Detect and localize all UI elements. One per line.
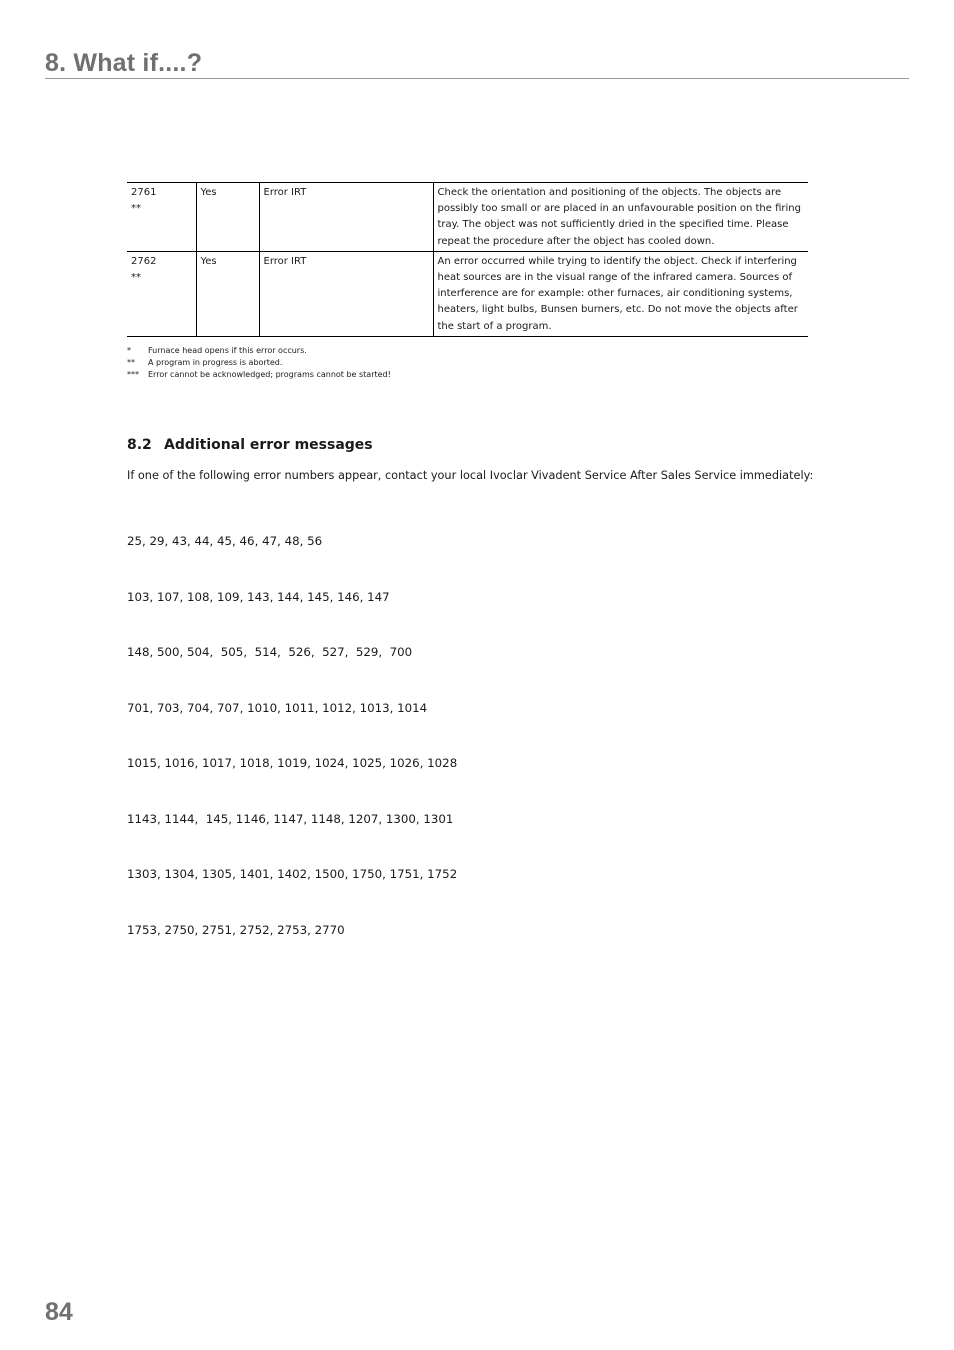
- footnote-text: Furnace head opens if this error occurs.: [148, 346, 307, 355]
- remedy-cell: An error occurred while trying to identify the object. Check if interfering heat sources are in the visual range of the infrared camera. Sources of interference are for example: other furnaces, air conditioning systems, heaters, light bulbs, Bunsen burners, etc. Do not move the objects after the start of a program.: [433, 251, 808, 336]
- section-heading: [127, 437, 373, 453]
- code-line: 1143, 1144, 145, 1146, 1147, 1148, 1207, 1300, 1301: [127, 811, 454, 826]
- page-number: 84: [45, 1298, 73, 1326]
- chapter-title: 8. What if....?: [45, 49, 203, 77]
- section-intro: If one of the following error numbers appear, contact your local Ivoclar Vivadent Service After Sales Service immediately:: [127, 469, 814, 482]
- error-name-cell: Error IRT: [259, 251, 433, 336]
- remedy-cell: Check the orientation and positioning of the objects. The objects are possibly too small or are placed in an unfavourable position on the firing tray. The object was not sufficiently dried in the specified time. Please repeat the procedure after the object has cooled down.: [433, 183, 808, 252]
- code-line: 103, 107, 108, 109, 143, 144, 145, 146, 147: [127, 589, 390, 604]
- footnotes: [127, 345, 391, 381]
- acknowledgeable-cell: Yes: [196, 251, 259, 336]
- section-number: 8.2: [127, 437, 152, 453]
- footnote-mark: **: [127, 358, 135, 367]
- code-line: 25, 29, 43, 44, 45, 46, 47, 48, 56: [127, 534, 323, 548]
- acknowledgeable-cell: Yes: [196, 183, 259, 252]
- code-line: 701, 703, 704, 707, 1010, 1011, 1012, 1013, 1014: [127, 700, 428, 715]
- error-code-list: [127, 495, 457, 958]
- code-line: 148, 500, 504, 505, 514, 526, 527, 529, 700: [127, 645, 413, 659]
- footnote-mark: ***: [127, 370, 139, 379]
- section-title: Additional error messages: [164, 437, 373, 453]
- error-code: 2761: [131, 187, 157, 198]
- error-table: [127, 182, 808, 337]
- table-row: [127, 183, 808, 252]
- footnote: [127, 369, 391, 381]
- footnote-text: Error cannot be acknowledged; programs cannot be started!: [148, 370, 391, 379]
- code-line: 1753, 2750, 2751, 2752, 2753, 2770: [127, 922, 345, 937]
- title-rule: [45, 78, 909, 79]
- error-name-cell: Error IRT: [259, 183, 433, 252]
- error-marker: **: [131, 203, 141, 215]
- footnote-mark: *: [127, 346, 131, 355]
- error-code: 2762: [131, 255, 157, 267]
- footnote-text: A program in progress is aborted.: [148, 358, 283, 367]
- error-code-cell: [127, 183, 196, 252]
- error-code-cell: [127, 251, 196, 336]
- error-marker: **: [131, 272, 141, 284]
- code-line: 1015, 1016, 1017, 1018, 1019, 1024, 1025, 1026, 1028: [127, 756, 458, 770]
- footnote: [127, 345, 391, 357]
- footnote: [127, 357, 391, 369]
- code-line: 1303, 1304, 1305, 1401, 1402, 1500, 1750, 1751, 1752: [127, 867, 458, 881]
- table-row: [127, 251, 808, 336]
